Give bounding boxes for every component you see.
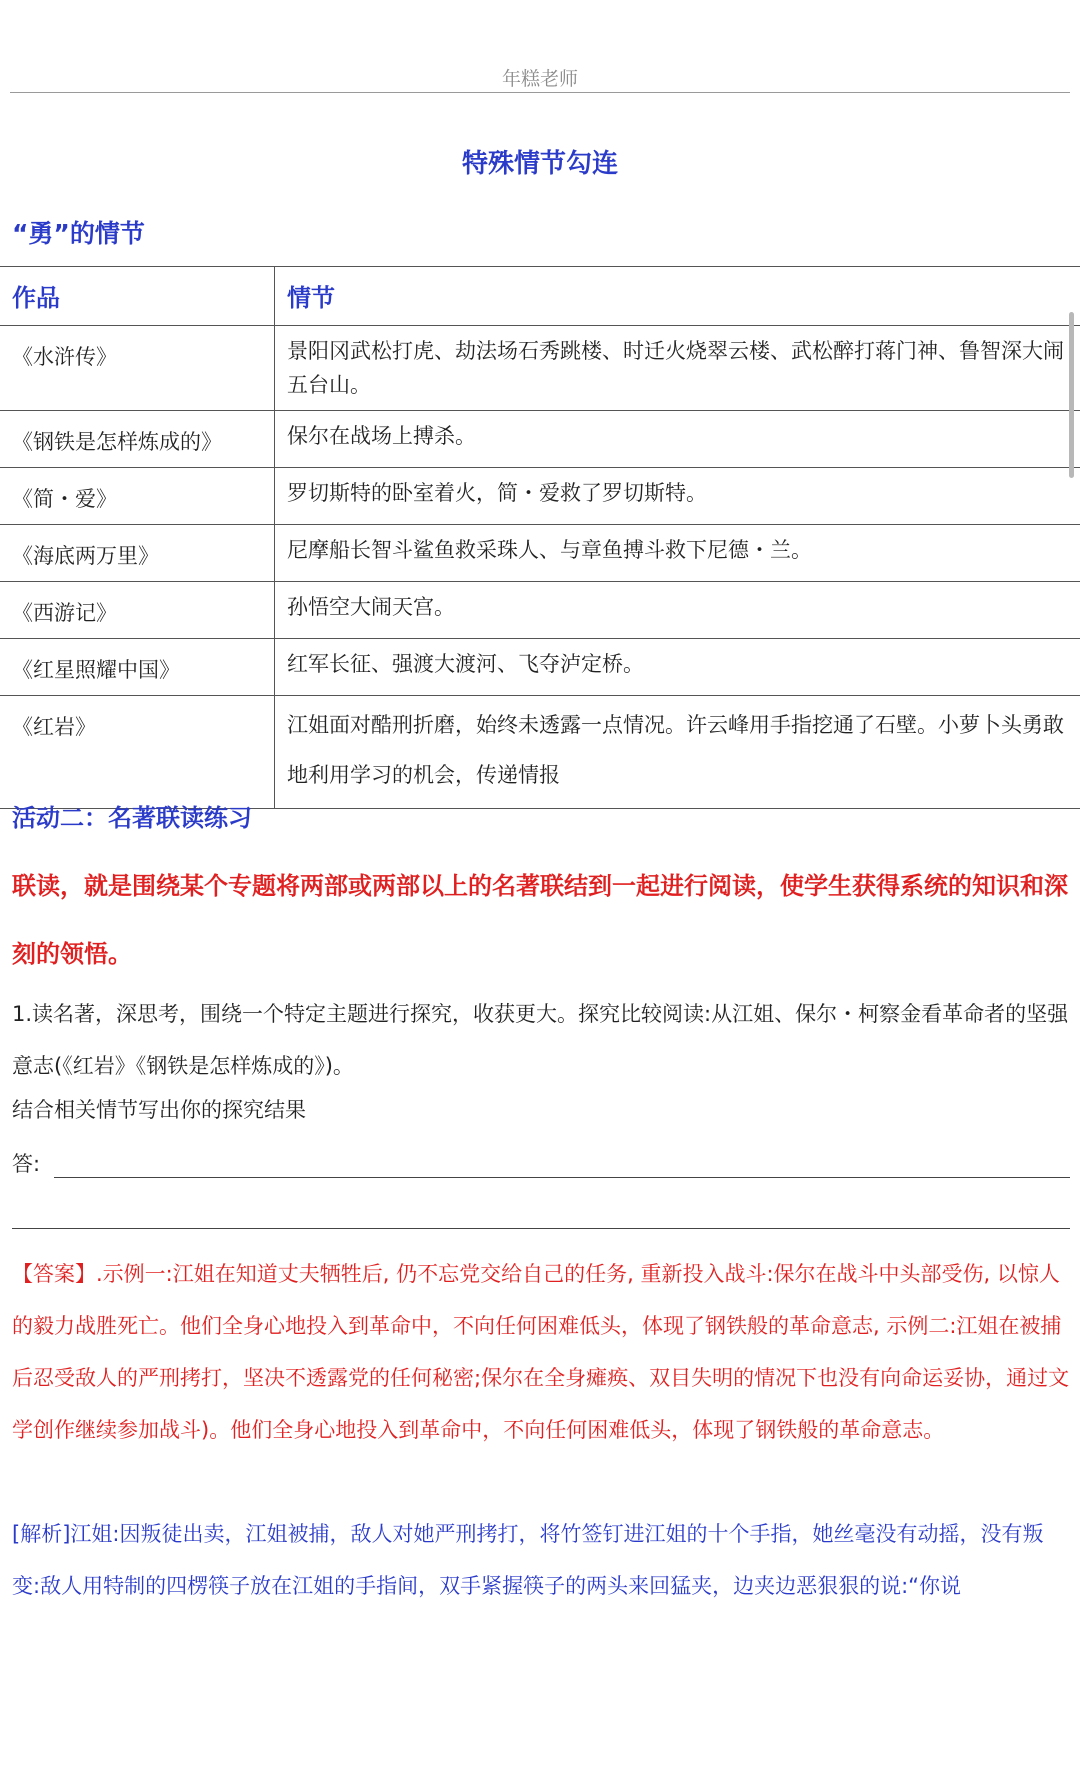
table-cell-plot: 孙悟空大闹天宫。 xyxy=(275,582,1080,639)
document-title: 特殊情节勾连 xyxy=(461,149,618,179)
header-divider xyxy=(10,92,1070,93)
table-row xyxy=(0,582,1080,639)
table-cell-work: 《西游记》 xyxy=(0,582,275,639)
table-row xyxy=(0,696,1080,809)
table-row xyxy=(0,468,1080,525)
table-cell-plot: 江姐面对酷刑折磨，始终未透露一点情况。许云峰用手指挖通了石壁。小萝卜头勇敢地利用学习的机会，传递情报 xyxy=(275,696,1080,809)
table-cell-work: 《钢铁是怎样炼成的》 xyxy=(0,411,275,468)
table-header-work: 作品 xyxy=(0,267,275,326)
table-cell-work: 《简・爱》 xyxy=(0,468,275,525)
activity-intro: 联读，就是围绕某个专题将两部或两部以上的名著联结到一起进行阅读，使学生获得系统的知识和深刻的领悟。 xyxy=(12,872,1068,968)
table-row xyxy=(0,525,1080,582)
table-cell-plot: 红军长征、强渡大渡河、飞夺泸定桥。 xyxy=(275,639,1080,696)
section-heading: “勇”的情节 xyxy=(12,219,145,248)
table-row xyxy=(0,639,1080,696)
analysis-text: 江姐:因叛徒出卖，江姐被捕，敌人对她严刑拷打，将竹签钉进江姐的十个手指，她丝毫没有动摇，没有叛变:敌人用特制的四楞筷子放在江姐的手指间，双手紧握筷子的两头来回猛夹，边夹边恶狠狠的说:“你说 xyxy=(12,1522,1044,1598)
analysis-block xyxy=(12,1508,1070,1612)
answer-label: 【答案】 xyxy=(12,1262,96,1286)
table-header-plot: 情节 xyxy=(275,267,1080,326)
table-cell-work: 《水浒传》 xyxy=(0,326,275,411)
question-text: 1.读名著，深思考，围绕一个特定主题进行探究，收获更大。探究比较阅读:从江姐、保尔・柯察金看革命者的坚强意志(《红岩》《钢铁是怎样炼成的》)。 xyxy=(12,1002,1069,1078)
answer-underline xyxy=(54,1177,1070,1178)
table-cell-work: 《海底两万里》 xyxy=(0,525,275,582)
answer-field[interactable] xyxy=(12,1148,1070,1178)
table-cell-work: 《红星照耀中国》 xyxy=(0,639,275,696)
answer-block xyxy=(12,1248,1070,1456)
table-row xyxy=(0,411,1080,468)
table-header-row xyxy=(0,267,1080,326)
activity-heading: 活动二：名著联读练习 xyxy=(12,804,252,832)
table-cell-plot: 尼摩船长智斗鲨鱼救采珠人、与章鱼搏斗救下尼德・兰。 xyxy=(275,525,1080,582)
plot-table xyxy=(0,266,1080,809)
table-cell-plot: 罗切斯特的卧室着火，简・爱救了罗切斯特。 xyxy=(275,468,1080,525)
answer-field-label: 答: xyxy=(12,1152,41,1176)
table-cell-plot: 保尔在战场上搏杀。 xyxy=(275,411,1080,468)
analysis-label: [解析] xyxy=(12,1522,71,1546)
table-cell-plot: 景阳冈武松打虎、劫法场石秀跳楼、时迁火烧翠云楼、武松醉打蒋门神、鲁智深大闹五台山。 xyxy=(275,326,1080,411)
answer-underline xyxy=(12,1228,1070,1229)
answer-text: .示例一:江姐在知道丈夫牺牲后, 仍不忘党交给自己的任务, 重新投入战斗:保尔在战斗中头部受伤, 以惊人的毅力战胜死亡。他们全身心地投入到革命中，不向任何困难低头，体现了钢铁般的革命意志, 示例二:江姐在被捕后忍受敌人的严刑拷打，坚决不透露党的任何秘密;保尔在全身瘫痪、双目失明的情况下也没有向命运妥协，通过文学创作继续参加战斗)。他们全身心地投入到革命中，不向任何困难低头，体现了钢铁般的革命意志。 xyxy=(12,1262,1070,1442)
page-header-author: 年糕老师 xyxy=(501,68,578,90)
table-cell-work: 《红岩》 xyxy=(0,696,275,809)
scrollbar-thumb[interactable] xyxy=(1069,312,1074,478)
table-row xyxy=(0,326,1080,411)
question-prompt: 结合相关情节写出你的探究结果 xyxy=(12,1098,306,1122)
